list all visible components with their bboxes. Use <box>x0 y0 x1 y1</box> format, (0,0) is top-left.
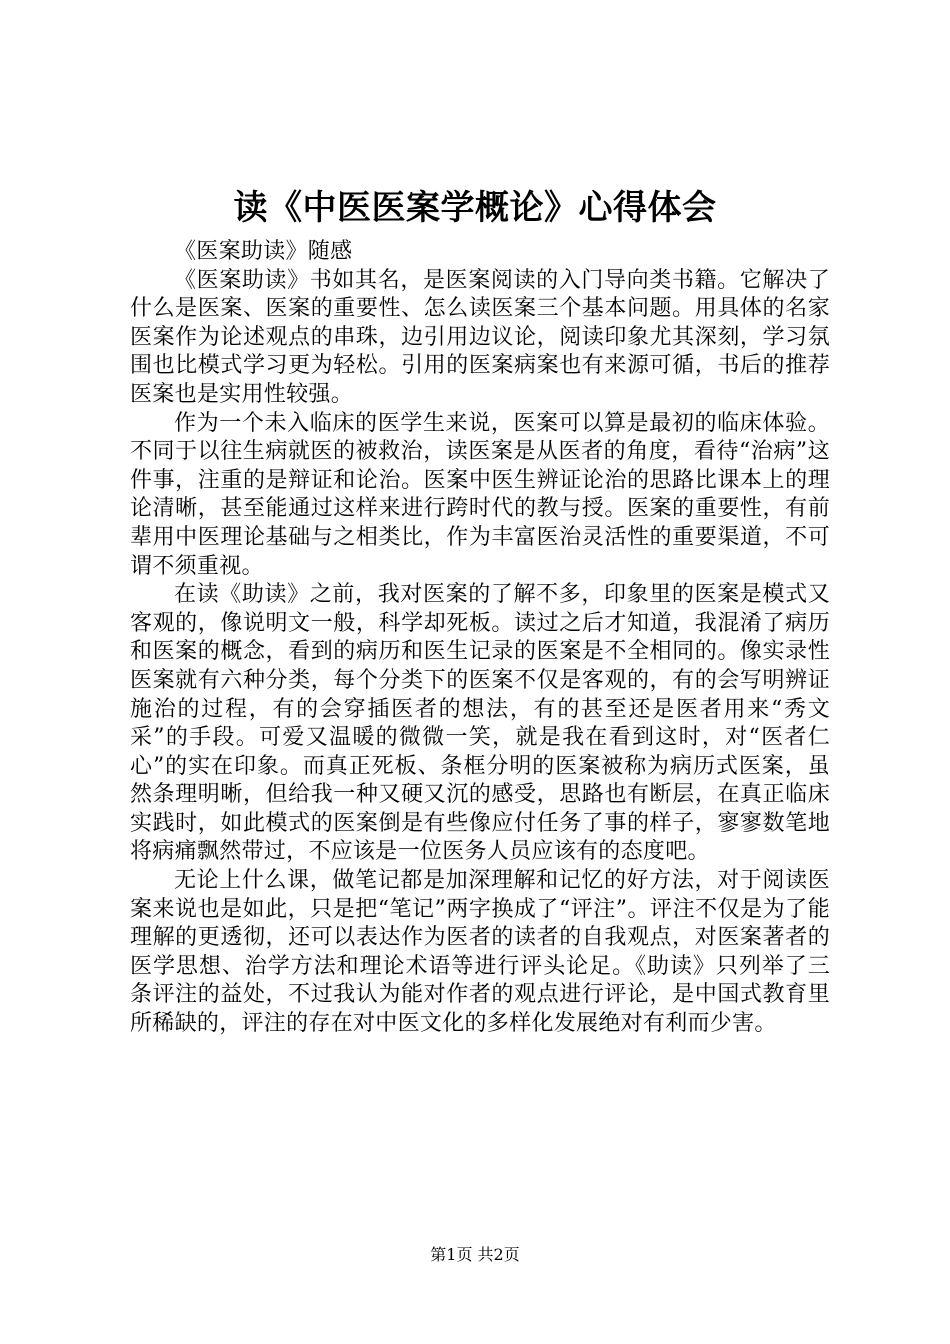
body-paragraph: 无论上什么课，做笔记都是加深理解和记忆的好方法，对于阅读医案来说也是如此，只是把“笔记”两字换成了“评注”。评注不仅是为了能理解的更透彻，还可以表达作为医者的读者的自我观点，对医案著者的医学思想、治学方法和理论术语等进行评头论足。《助读》只列举了三条评注的益处，不过我认为能对作者的观点进行评论，是中国式教育里所稀缺的，评注的存在对中医文化的多样化发展绝对有利而少害。 <box>130 868 830 1037</box>
body-paragraph: 作为一个未入临床的医学生来说，医案可以算是最初的临床体验。不同于以往生病就医的被救治，读医案是从医者的角度，看待“治病”这件事，注重的是辩证和论治。医案中医生辨证论治的思路比课本上的理论清晰，甚至能通过这样来进行跨时代的教与授。医案的重要性，有前辈用中医理论基础与之相类比，作为丰富医治灵活性的重要渠道，不可谓不须重视。 <box>130 410 830 579</box>
body-paragraph: 在读《助读》之前，我对医案的了解不多，印象里的医案是模式又客观的，像说明文一般，科学却死板。读过之后才知道，我混淆了病历和医案的概念，看到的病历和医生记录的医案是不全相同的。像实录性医案就有六种分类，每个分类下的医案不仅是客观的，有的会写明辨证施治的过程，有的会穿插医者的想法，有的甚至还是医者用来“秀文采”的手段。可爱又温暖的微微一笑，就是我在看到这时，对“医者仁心”的实在印象。而真正死板、条框分明的医案被称为病历式医案，虽然条理明晰，但给我一种又硬又沉的感受，思路也有断层，在真正临床实践时，如此模式的医案倒是有些像应付任务了事的样子，寥寥数笔地将病痛飘然带过，不应该是一位医务人员应该有的态度吧。 <box>130 582 830 865</box>
body-paragraph: 《医案助读》书如其名，是医案阅读的入门导向类书籍。它解决了什么是医案、医案的重要性、怎么读医案三个基本问题。用具体的名家医案作为论述观点的串珠，边引用边议论，阅读印象尤其深刻，学习氛围也比模式学习更为轻松。引用的医案病案也有来源可循，书后的推荐医案也是实用性较强。 <box>130 267 830 407</box>
page-footer: 第1页 共2页 <box>430 1245 520 1264</box>
subtitle-paragraph: 《医案助读》随感 <box>174 239 353 264</box>
document-body <box>130 238 830 1039</box>
document-title: 读《中医医案学概论》心得体会 <box>233 188 717 228</box>
